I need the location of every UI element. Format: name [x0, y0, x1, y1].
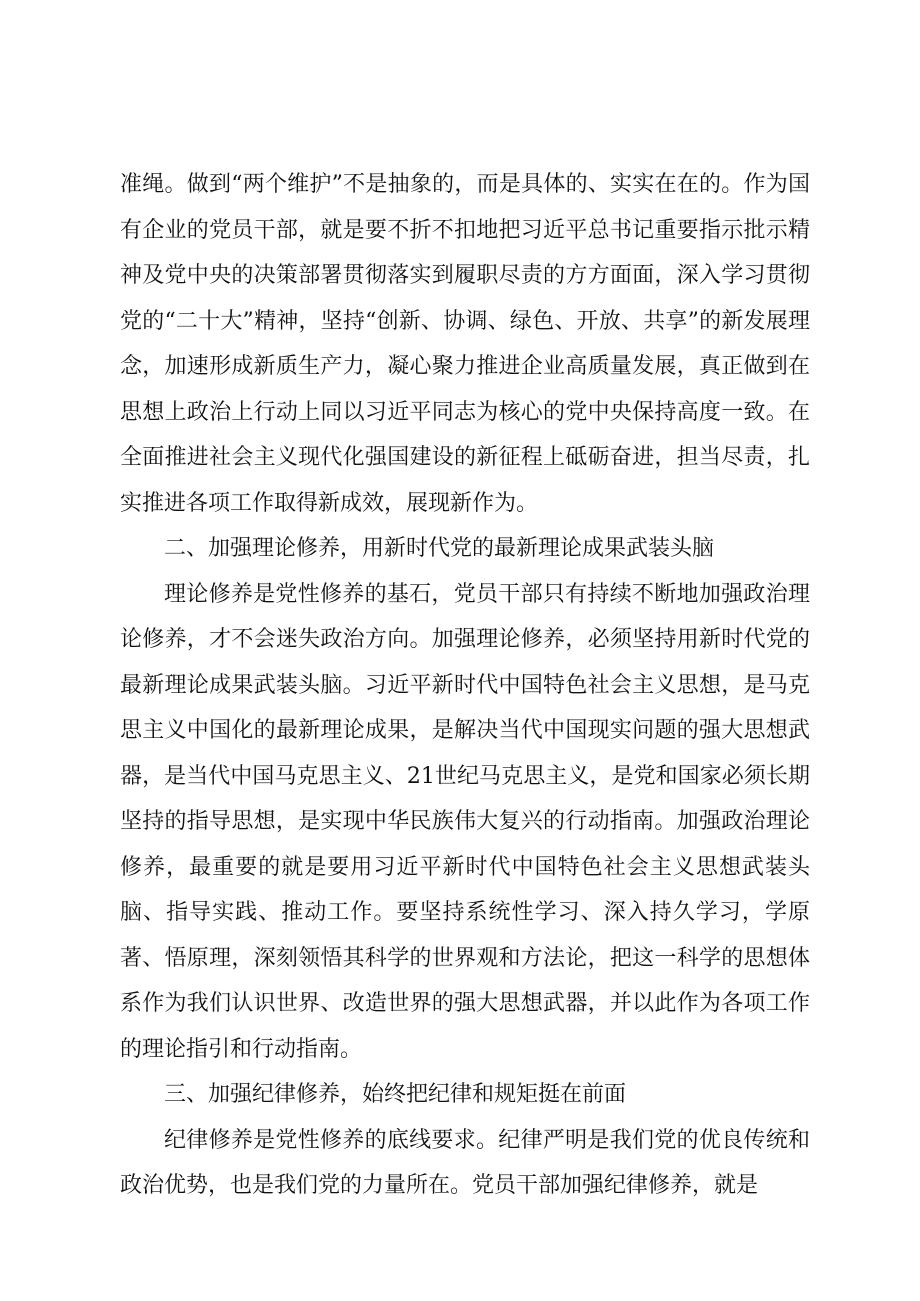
paragraph-discipline: 纪律修养是党性修养的底线要求。纪律严明是我们党的优良传统和政治优势，也是我们党的力量所在。党员干部加强纪律修养，就是 — [120, 1127, 810, 1198]
paragraph-theory: 理论修养是党性修养的基石，党员干部只有持续不断地加强政治理论修养，才不会迷失政治方向。加强理论修养，必须坚持用新时代党的最新理论成果武装头脑。习近平新时代中国特色社会主义思想，是马克思主义中国化的最新理论成果，是解决当代中国现实问题的强大思想武器，是当代中国马克思主义、21世纪马克思主义，是党和国家必须长期坚持的指导思想，是实现中华民族伟大复兴的行动指南。加强政治理论修养，最重要的就是要用习近平新时代中国特色社会主义思想武装头脑、指导实践、推动工作。要坚持系统性学习、深入持久学习，学原著、悟原理，深刻领悟其科学的世界观和方法论，把这一科学的思想体系作为我们认识世界、改造世界的强大思想武器，并以此作为各项工作的理论指引和行动指南。 — [120, 581, 810, 1062]
section-heading-theory: 二、加强理论修养，用新时代党的最新理论成果武装头脑 — [164, 536, 715, 561]
paragraph-continuation: 准绳。做到“两个维护”不是抽象的，而是具体的、实实在在的。作为国有企业的党员干部，就是要不折不扣地把习近平总书记重要指示批示精神及党中央的决策部署贯彻落实到履职尽责的方方面面，深入学习贯彻党的“二十大”精神，坚持“创新、协调、绿色、开放、共享”的新发展理念，加速形成新质生产力，凝心聚力推进企业高质量发展，真正做到在思想上政治上行动上同以习近平同志为核心的党中央保持高度一致。在全面推进社会主义现代化强国建设的新征程上砥砺奋进，担当尽责，扎实推进各项工作取得新成效，展现新作为。 — [120, 172, 810, 516]
document-body — [120, 162, 810, 1209]
section-heading-discipline: 三、加强纪律修养，始终把纪律和规矩挺在前面 — [164, 1082, 627, 1107]
